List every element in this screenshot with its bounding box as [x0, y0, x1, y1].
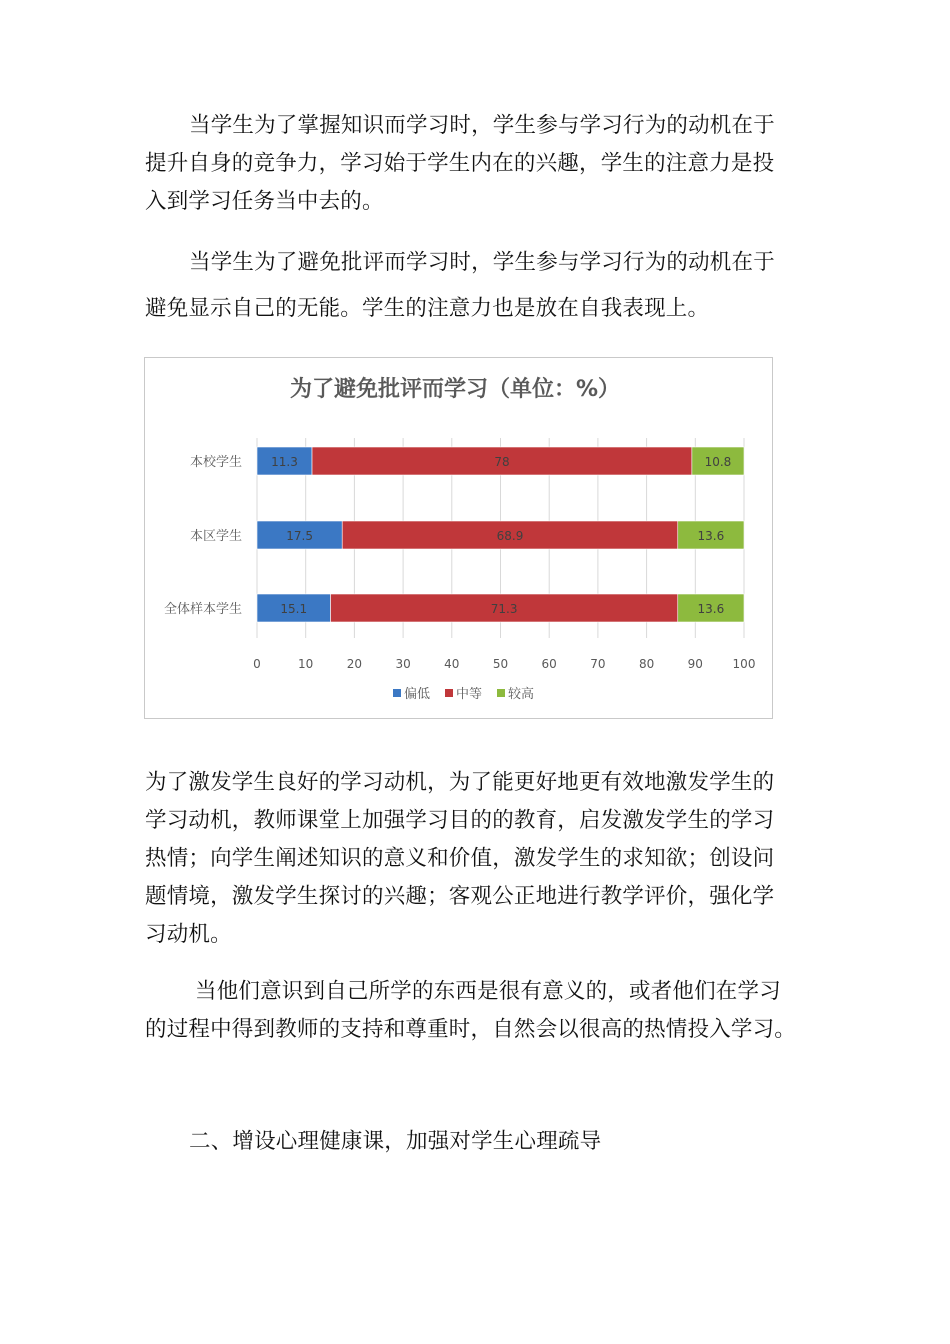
- data-label: 78: [494, 455, 510, 469]
- data-label: 10.8: [704, 455, 732, 469]
- data-label: 68.9: [496, 529, 524, 543]
- text-line: 当学生为了避免批评而学习时，学生参与学习行为的动机在于: [189, 250, 775, 275]
- legend-swatch: [497, 689, 505, 697]
- category-label: 本校学生: [189, 455, 242, 470]
- section-heading: [145, 1123, 805, 1161]
- text-line: 的过程中得到教师的支持和尊重时，自然会以很高的热情投入学习。: [145, 1017, 797, 1042]
- text-line: 入到学习任务当中去的。: [145, 189, 384, 214]
- text-line: 当学生为了掌握知识而学习时，学生参与学习行为的动机在于: [189, 113, 775, 138]
- stacked-bar-chart: [144, 357, 773, 719]
- paragraph-mastery-goal: [145, 107, 805, 221]
- legend-swatch: [393, 689, 401, 697]
- text-line: 当他们意识到自己所学的东西是很有意义的，或者他们在学习: [195, 979, 781, 1004]
- paragraph-avoid-criticism: [145, 240, 805, 332]
- x-tick-label: 90: [687, 657, 703, 671]
- category-label: 本区学生: [189, 529, 242, 544]
- text-line: 避免显示自己的无能。学生的注意力也是放在自我表现上。: [145, 296, 710, 321]
- x-tick-label: 80: [638, 657, 655, 671]
- data-label: 13.6: [697, 529, 725, 543]
- legend-label: 偏低: [404, 687, 431, 702]
- chart-title: 为了避免批评而学习（单位：%）: [289, 377, 621, 402]
- x-tick-label: 40: [444, 657, 460, 671]
- data-label: 11.3: [271, 455, 298, 469]
- legend-label: 中等: [456, 687, 483, 702]
- x-tick-label: 10: [298, 657, 314, 671]
- data-label: 13.6: [697, 602, 725, 616]
- text-line: 提升自身的竞争力，学习始于学生内在的兴趣，学生的注意力是投: [145, 151, 775, 176]
- category-label: 全体样本学生: [163, 602, 242, 617]
- section-heading-text: 二、增设心理健康课，加强对学生心理疏导: [189, 1129, 602, 1154]
- data-label: 71.3: [490, 602, 518, 616]
- x-tick-label: 30: [395, 657, 411, 671]
- x-tick-label: 100: [732, 657, 756, 671]
- text-line: 题情境，激发学生探讨的兴趣；客观公正地进行教学评价，强化学: [145, 884, 775, 909]
- data-label: 15.1: [280, 602, 308, 616]
- text-line: 习动机。: [145, 922, 232, 947]
- x-tick-label: 0: [253, 657, 261, 671]
- data-label: 17.5: [286, 529, 313, 543]
- legend-label: 较高: [508, 687, 535, 702]
- x-tick-label: 60: [541, 657, 557, 671]
- chart-canvas: [145, 358, 772, 718]
- legend-swatch: [445, 689, 453, 697]
- paragraph-meaning-support: [145, 973, 805, 1049]
- text-line: 为了激发学生良好的学习动机，为了能更好地更有效地激发学生的: [145, 770, 775, 795]
- text-line: 热情；向学生阐述知识的意义和价值，激发学生的求知欲；创设问: [145, 846, 775, 871]
- x-tick-label: 70: [590, 657, 606, 671]
- x-tick-label: 50: [492, 657, 509, 671]
- x-tick-label: 20: [346, 657, 363, 671]
- text-line: 学习动机，教师课堂上加强学习目的的教育，启发激发学生的学习: [145, 808, 775, 833]
- paragraph-motivation-methods: [145, 764, 805, 954]
